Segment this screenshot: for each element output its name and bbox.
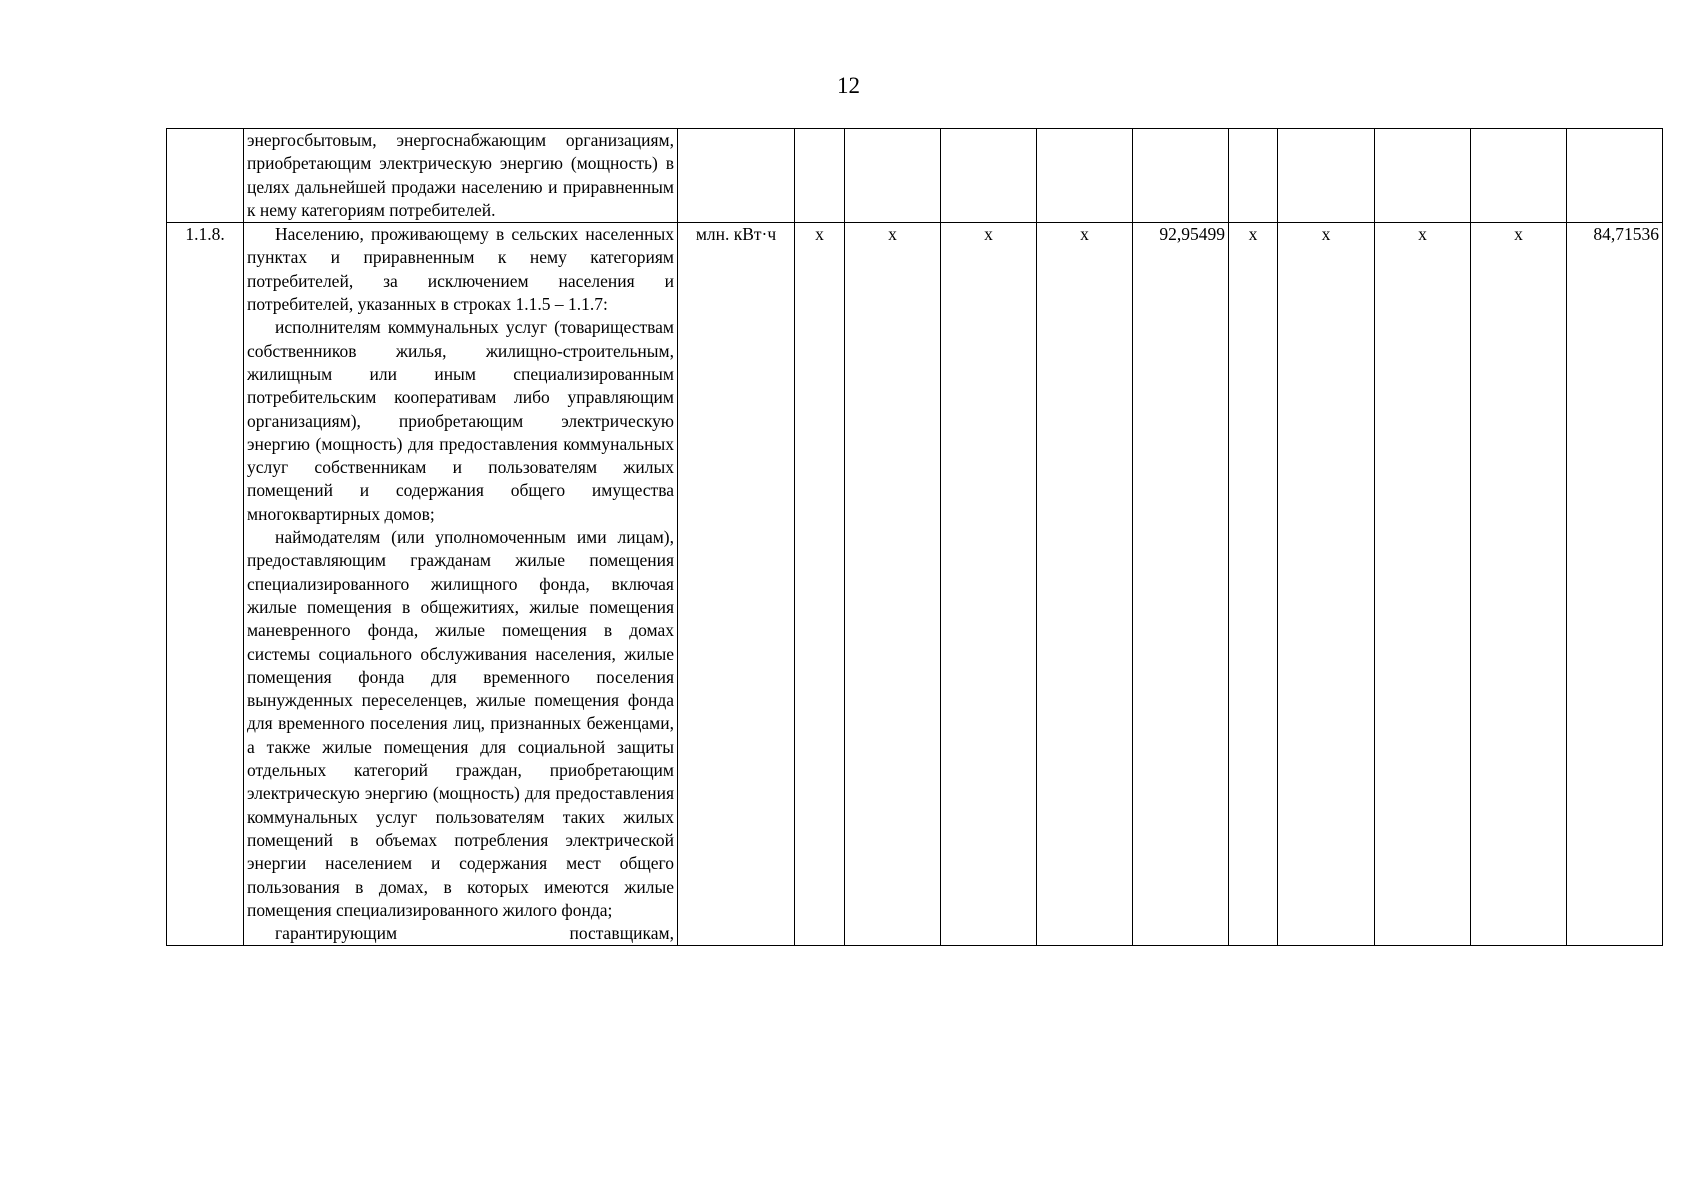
value-cell: х [795,223,845,946]
value-cell [1229,129,1278,223]
row-name-paragraph: наймодателям (или уполномоченным ими лицам), предоставляющим гражданам жилые помещения специализированного жилищного фонда, включая жилые помещения в общежитиях, жилые помещения маневренного фонда, жилые помещения в домах системы социального обслуживания населения, жилые помещения фонда для временного поселения вынужденных переселенцев, жилые помещения фонда для временного поселения лиц, признанных беженцами, а также жилые помещения для социальной защиты отдельных категорий граждан, приобретающим электрическую энергию (мощность) для предоставления коммунальных услуг пользователям таких жилых помещений в объемах потребления электрической энергии населением и содержания мест общего пользования в домах, в которых имеются жилые помещения специализированного жилого фонда; [247,527,674,920]
value-cell [1278,129,1375,223]
table-row [167,223,1663,946]
value-cell: х [941,223,1037,946]
unit-cell: млн. кВт·ч [678,223,795,946]
value-cell [795,129,845,223]
value-cell [1375,129,1471,223]
value-cell [845,129,941,223]
row-name-paragraph: энергосбытовым, энергоснабжающим организациям, приобретающим электрическую энергию (мощность) в целях дальнейшей продажи населению и приравненным к нему категориям потребителей. [247,130,674,220]
value-cell: х [1375,223,1471,946]
row-name-paragraph: Населению, проживающему в сельских населенных пунктах и приравненным к нему категориям потребителей, за исключением населения и потребителей, указанных в строках 1.1.5 – 1.1.7: [247,224,674,315]
value-cell [1471,129,1567,223]
value-cell [941,129,1037,223]
row-number-cell: 1.1.8. [167,223,244,946]
value-cell: 92,95499 [1133,223,1229,946]
row-number-cell [167,129,244,223]
value-cell [1567,129,1663,223]
page-number: 12 [837,73,860,98]
row-name-paragraph: исполнителям коммунальных услуг (товариществам собственников жилья, жилищно-строительным, жилищным или иным специализированным потребительским кооперативам либо управляющим организациям), приобретающим электрическую энергию (мощность) для предоставления коммунальных услуг собственникам и пользователям жилых помещений и содержания общего имущества многоквартирных домов; [247,317,674,524]
tariff-table [166,128,1663,946]
value-cell: 84,71536 [1567,223,1663,946]
row-name-paragraph: гарантирующим поставщикам, [275,923,674,944]
row-name-cell [244,129,678,223]
value-cell: х [1037,223,1133,946]
value-cell: х [1471,223,1567,946]
row-name-cell [244,223,678,946]
value-cell: х [1278,223,1375,946]
table-row [167,129,1663,223]
value-cell [1037,129,1133,223]
unit-cell [678,129,795,223]
value-cell: х [845,223,941,946]
value-cell [1133,129,1229,223]
value-cell: х [1229,223,1278,946]
